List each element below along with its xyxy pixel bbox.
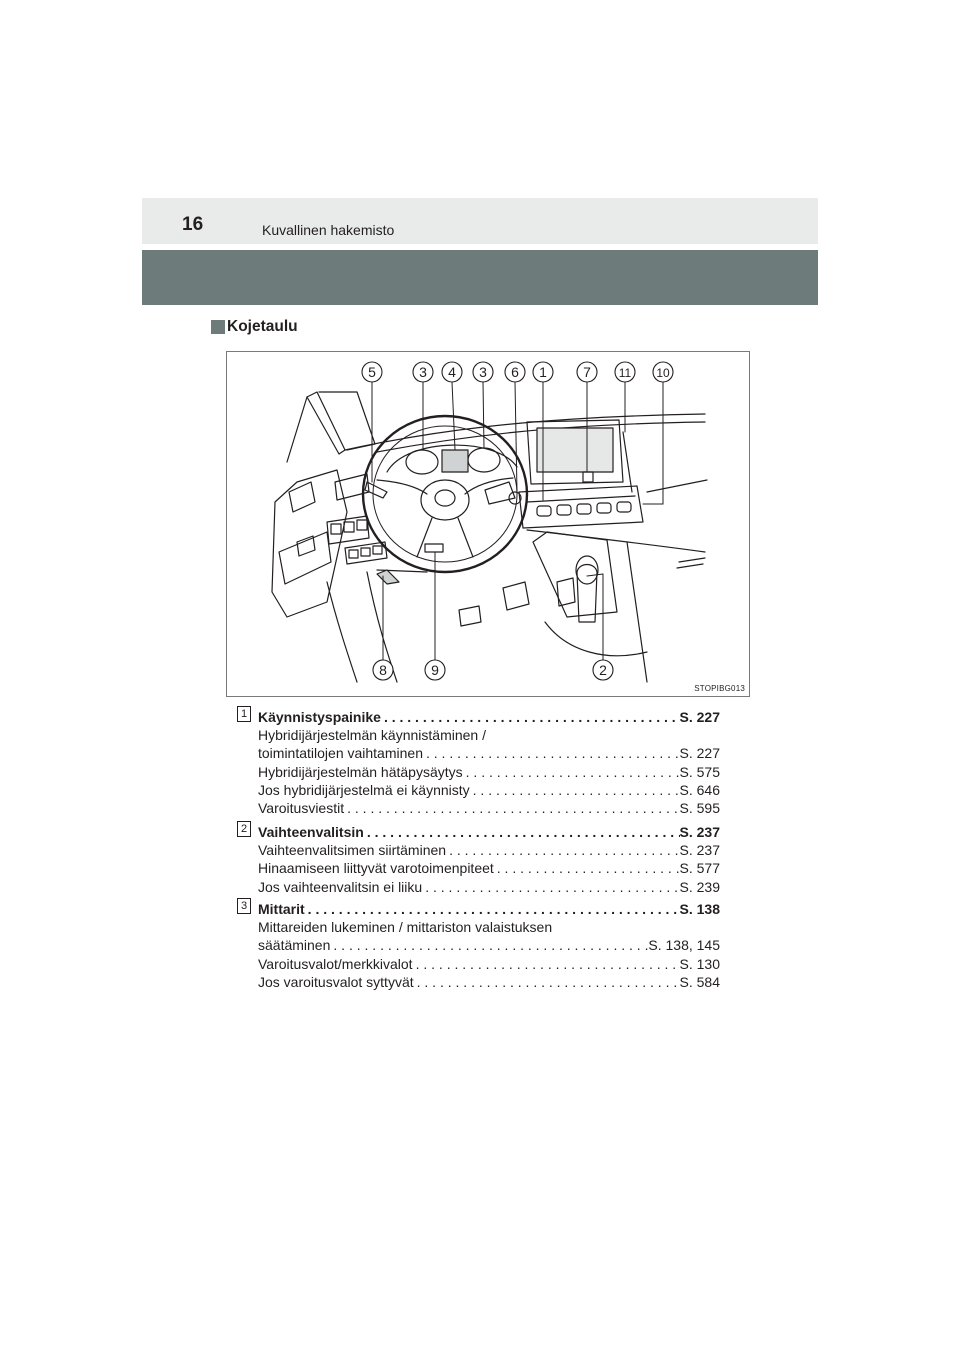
entry-number-box: 1 <box>237 706 251 722</box>
header-band <box>142 198 818 244</box>
entry-page-ref[interactable]: S. 138 <box>679 901 720 917</box>
callout-number: 2 <box>599 662 607 678</box>
entry-title: Käynnistyspainike <box>258 709 381 725</box>
callout-number: 1 <box>539 364 547 380</box>
figure-code: STOPIBG013 <box>694 684 745 693</box>
index-entry-3 <box>258 900 720 991</box>
entry-page-ref[interactable]: S. 237 <box>679 824 720 840</box>
callout-number: 7 <box>583 364 591 380</box>
dashboard-drawing <box>227 352 750 697</box>
entry-page-ref[interactable]: S. 227 <box>679 745 720 762</box>
entry-subitem: Vaihteenvalitsimen siirtäminen . . . S. 237 <box>258 841 720 859</box>
entry-subitem: säätäminen . . . S. 138, 145 <box>258 936 720 954</box>
callout-number: 8 <box>379 662 387 678</box>
entry-main-row <box>258 708 720 726</box>
entry-number-box: 3 <box>237 898 251 914</box>
title-band <box>142 250 818 305</box>
callout-number: 6 <box>511 364 519 380</box>
section-heading <box>211 318 298 336</box>
callout-number: 11 <box>618 366 632 380</box>
entry-page-ref[interactable]: S. 584 <box>679 973 720 990</box>
callout-number: 3 <box>479 364 487 380</box>
heading-text: Kojetaulu <box>227 318 298 335</box>
callout-number: 5 <box>368 364 376 380</box>
entry-subitem: Varoitusvalot/merkkivalot . . . S. 130 <box>258 955 720 973</box>
entry-page-ref[interactable]: S. 138, 145 <box>648 937 720 954</box>
entry-subitem: Jos varoitusvalot syttyvät . . . S. 584 <box>258 973 720 991</box>
section-title: Kuvallinen hakemisto <box>262 222 395 238</box>
callout-number: 4 <box>448 364 456 380</box>
entry-page-ref[interactable]: S. 575 <box>679 763 720 780</box>
entry-number-box: 2 <box>237 821 251 837</box>
heading-square-icon <box>211 320 225 334</box>
entry-page-ref[interactable]: S. 577 <box>679 860 720 877</box>
entry-subitem: Hybridijärjestelmän hätäpysäytys . . . S. 575 <box>258 763 720 781</box>
index-entry-2 <box>258 823 720 896</box>
entry-page-ref[interactable]: S. 646 <box>679 781 720 798</box>
entry-page-ref[interactable]: S. 130 <box>679 955 720 972</box>
entry-page-ref[interactable]: S. 237 <box>679 842 720 859</box>
entry-page-ref[interactable]: S. 239 <box>679 878 720 895</box>
entry-subitem: toimintatilojen vaihtaminen . . . S. 227 <box>258 744 720 762</box>
callout-number: 10 <box>656 366 670 380</box>
entry-subitem: Jos vaihteenvalitsin ei liiku . . . S. 239 <box>258 878 720 896</box>
entry-title: Mittarit <box>258 901 305 917</box>
callout-number: 3 <box>419 364 427 380</box>
entry-subitem: Varoitusviestit . . . S. 595 <box>258 799 720 817</box>
entry-page-ref[interactable]: S. 595 <box>679 800 720 817</box>
entry-subitem: Hybridijärjestelmän käynnistäminen / <box>258 727 486 744</box>
entry-main-row <box>258 900 720 918</box>
entry-main-row <box>258 823 720 841</box>
entry-subitem: Jos hybridijärjestelmä ei käynnisty . . . S. 646 <box>258 781 720 799</box>
index-entry-1 <box>258 708 720 817</box>
entry-subitem: Mittareiden lukeminen / mittariston valaistuksen <box>258 919 553 936</box>
dashboard-illustration <box>226 351 750 697</box>
page-number: 16 <box>182 214 204 235</box>
entry-title: Vaihteenvalitsin <box>258 824 364 840</box>
entry-page-ref[interactable]: S. 227 <box>679 709 720 725</box>
callout-number: 9 <box>431 662 439 678</box>
entry-subitem: Hinaamiseen liittyvät varotoimenpiteet . . . S. 577 <box>258 859 720 877</box>
